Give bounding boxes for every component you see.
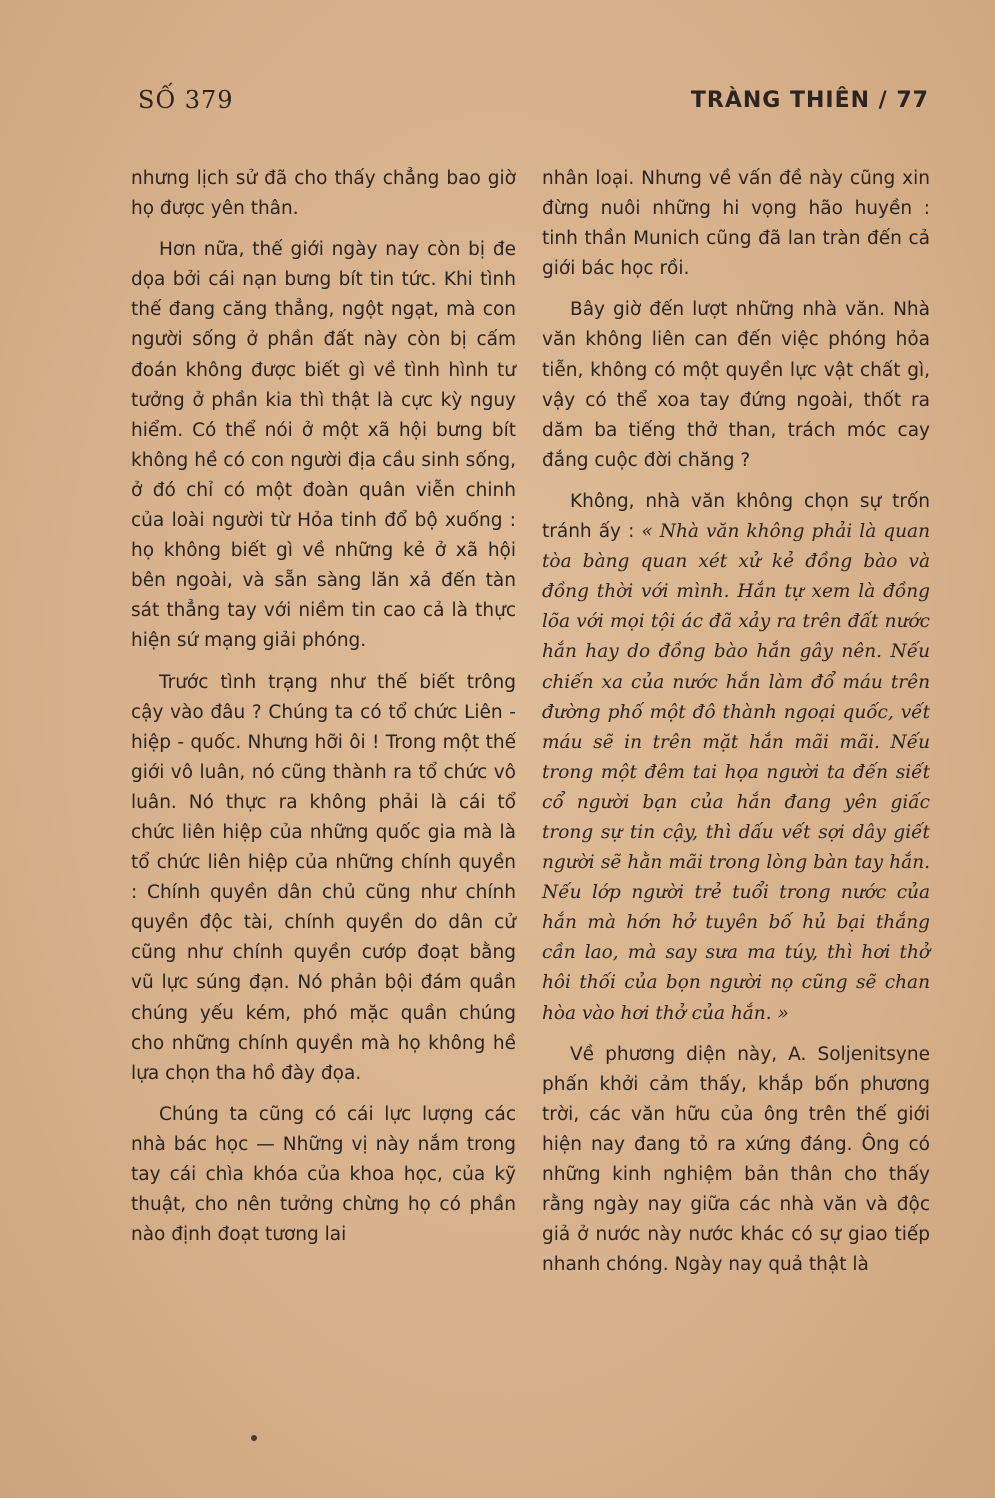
paragraph: nhưng lịch sử đã cho thấy chẳng bao giờ họ được yên thân. (131, 168, 516, 220)
quotation: « Nhà văn không phải là quan tòa bàng quan xét xử kẻ đồng bào và đồng thời với mình. Hắn tự xem là đồng lõa với mọi tội ác đã xảy ra trên đất nước hắn hay do đồng bào hắn gây nên. Nếu chiến xa của nước hắn làm đổ máu trên đường phố một đô thành ngoại quốc, vết máu sẽ in trên mặt hắn mãi mãi. Nếu trong một đêm tai họa người ta đến siết cổ người bạn của hắn đang yên giấc trong sự tin cậy, thì dấu vết sợi dây giết người sẽ hằn mãi trong lòng bàn tay hắn. Nếu lớp người trẻ tuổi trong nước của hắn mà hớn hở tuyên bố hủ bại thắng cần lao, mà say sưa ma túy, thì hơi thở hôi thối của bọn người nọ cũng sẽ chan hòa vào hơi thở của hắn. » (542, 521, 930, 1024)
right-column (542, 164, 930, 1291)
left-column (131, 164, 516, 1261)
paragraph: Trước tình trạng như thế biết trông cậy vào đâu ? Chúng ta có tổ chức Liên - hiệp - quốc. Nhưng hỡi ôi ! Trong một thế giới vô luân, nó cũng thành ra tổ chức vô luân. Nó thực ra không phải là cái tổ chức liên hiệp của những quốc gia mà là tổ chức liên hiệp của những chính quyền : Chính quyền dân chủ cũng như chính quyền độc tài, chính quyền do dân cử cũng như chính quyền cướp đoạt bằng vũ lực súng đạn. Nó phản bội đám quần chúng yếu kém, phó mặc quần chúng cho những chính quyền mà họ không hề lựa chọn tha hồ đày đọa. (131, 671, 516, 1084)
page-header-title: TRÀNG THIÊN / 77 (690, 88, 929, 113)
paragraph: Chúng ta cũng có cái lực lượng các nhà bác học — Những vị này nắm trong tay cái chìa khóa của khoa học, của kỹ thuật, cho nên tưởng chừng họ có phần nào định đoạt tương lai (131, 1103, 516, 1246)
paragraph: Về phương diện này, A. Soljenitsyne phấn khởi cảm thấy, khắp bốn phương trời, các văn hữu của ông trên thế giới hiện nay đang tỏ ra xứng đáng. Ông có những kinh nghiệm bản thân cho thấy rằng ngày nay giữa các nhà văn và độc giả ở nước này nước khác có sự giao tiếp nhanh chóng. Ngày nay quả thật là (542, 1043, 930, 1276)
page-mark-dot (251, 1435, 257, 1441)
paragraph: nhân loại. Nhưng về vấn đề này cũng xin đừng nuôi những hi vọng hão huyền : tinh thần Munich cũng đã lan tràn đến cả giới bác học rồi. (542, 168, 930, 280)
quote-paragraph (542, 487, 930, 1029)
paragraph-lead: Không, nhà văn không chọn sự trốn tránh ấy : (542, 490, 930, 543)
paragraph: Hơn nữa, thế giới ngày nay còn bị đe dọa bởi cái nạn bưng bít tin tức. Khi tình thế đang căng thẳng, ngột ngạt, mà con người sống ở phần đất này còn bị cấm đoán không được biết gì về tình hình tư tưởng ở phần kia thì thật là cực kỳ nguy hiểm. Có thể nói ở một xã hội bưng bít không hề có con người địa cầu sinh sống, ở đó chỉ có một đoàn quân viễn chinh của loài người từ Hỏa tinh đổ bộ xuống : họ không biết gì về những kẻ ở xã hội bên ngoài, và sẵn sàng lăn xả đến tàn sát thẳng tay với niềm tin cao cả là thực hiện sứ mạng giải phóng. (131, 239, 516, 652)
issue-number: SỐ 379 (138, 86, 234, 114)
paragraph: Bây giờ đến lượt những nhà văn. Nhà văn không liên can đến việc phóng hỏa tiễn, không có một quyền lực vật chất gì, vậy có thể xoa tay đứng ngoài, thốt ra dăm ba tiếng thở than, trách móc cay đắng cuộc đời chăng ? (542, 299, 930, 471)
